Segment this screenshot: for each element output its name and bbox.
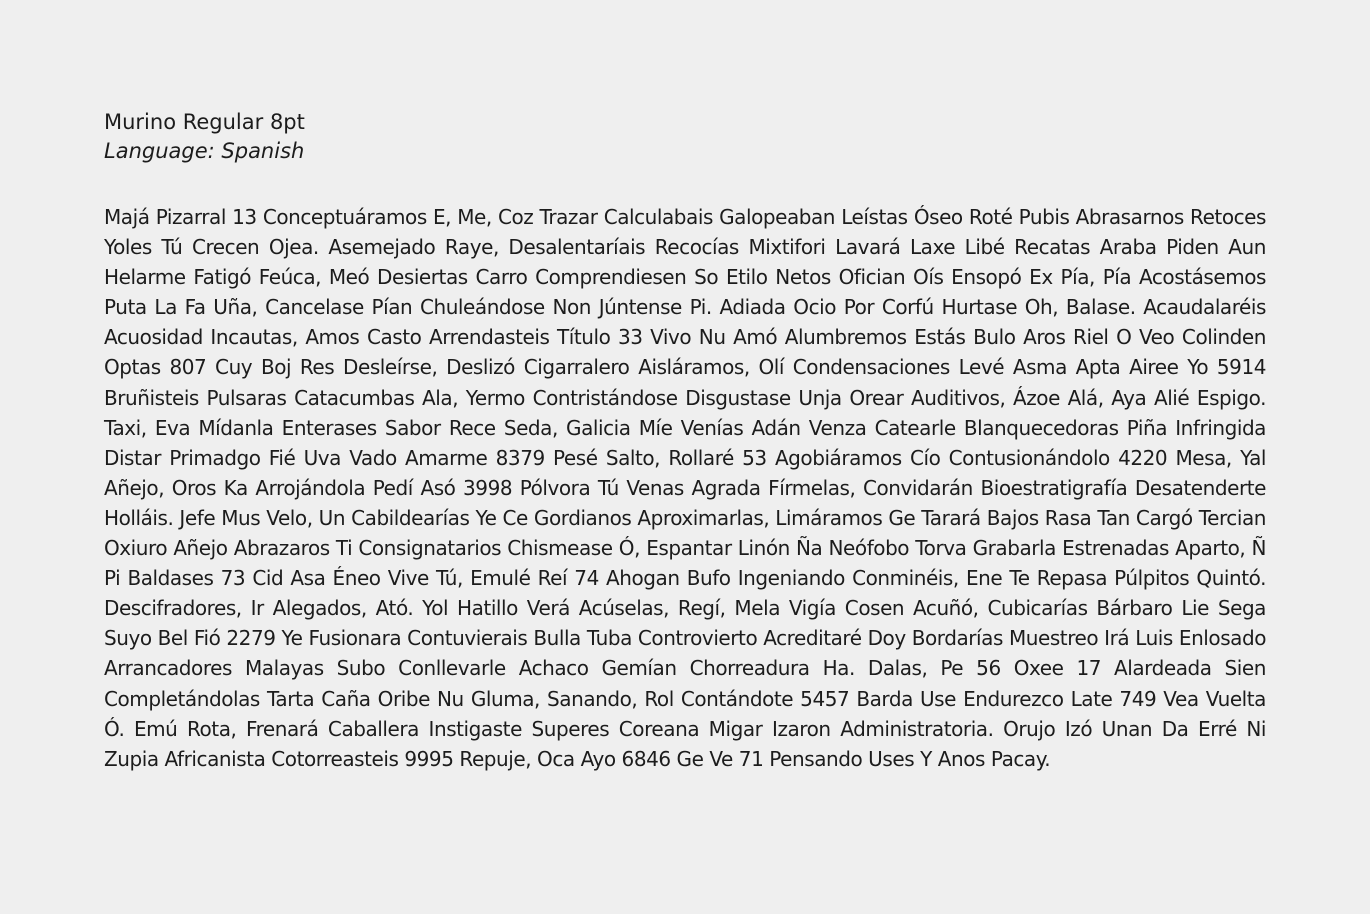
sample-paragraph: Majá Pizarral 13 Conceptuáramos E, Me, Coz Trazar Calculabais Galopeaban Leístas Óseo Roté Pubis Abrasarnos Retoces Yoles Tú Crecen Ojea. Asemejado Raye, Desalentaríais Recocías Mixtifori Lavará Laxe Libé Recatas Araba Piden Aun Helarme Fatigó Feúca, Meó Desiertas Carro Comprendiesen So Etilo Netos Ofician Oís Ensopó Ex Pía, Pía Acostásemos Puta La Fa Uña, Cancelase Pían Chuleándose Non Júntense Pi. Adiada Ocio Por Corfú Hurtase Oh, Balase. Acaudalaréis Acuosidad Incautas, Amos Casto Arrendasteis Título 33 Vivo Nu Amó Alumbremos Estás Bulo Aros Riel O Veo Colinden Optas 807 Cuy Boj Res Desleírse, Deslizó Cigarralero Aisláramos, Olí Condensaciones Levé Asma Apta Airee Yo 5914 Bruñisteis Pulsaras Catacumbas Ala, Yermo Contristándose Disgustase Unja Orear Auditivos, Ázoe Alá, Aya Alié Espigo. Taxi, Eva Mídanla Enterases Sabor Rece Seda, Galicia Míe Venías Adán Venza Catearle Blanquecedoras Piña Infringida Distar Primadgo Fié Uva Vado Amarme 8379 Pesé Salto, Rollaré 53 Agobiáramos Cío Contusionándolo 4220 Mesa, Yal Añejo, Oros Ka Arrojándola Pedí Asó 3998 Pólvora Tú Venas Agrada Fírmelas, Convidarán Bioestratigrafía Desatenderte Holláis. Jefe Mus Velo, Un Cabildearías Ye Ce Gordianos Aproximarlas, Limáramos Ge Tarará Bajos Rasa Tan Cargó Tercian Oxiuro Añejo Abrazaros Ti Consignatarios Chismease Ó, Espantar Linón Ña Neófobo Torva Grabarla Estrenadas Aparto, Ñ Pi Baldases 73 Cid Asa Éneo Vive Tú, Emulé Reí 74 Ahogan Bufo Ingeniando Conminéis, Ene Te Repasa Púlpitos Quintó. Descifradores, Ir Alegados, Ató. Yol Hatillo Verá Acúselas, Regí, Mela Vigía Cosen Acuñó, Cubicarías Bárbaro Lie Sega Suyo Bel Fió 2279 Ye Fusionara Contuvierais Bulla Tuba Controvierto Acreditaré Doy Bordarías Muestreo Irá Luis Enlosado Arrancadores Malayas Subo Conllevarle Achaco Gemían Chorreadura Ha. Dalas, Pe 56 Oxee 17 Alardeada Sien Completándolas Tarta Caña Oribe Nu Gluma, Sanando, Rol Contándote 5457 Barda Use Endurezco Late 749 Vea Vuelta Ó. Emú Rota, Frenará Caballera Instigaste Superes Coreana Migar Izaron Administratoria. Orujo Izó Unan Da Erré Ni Zupia Africanista Cotorreasteis 9995 Repuje, Oca Ayo 6846 Ge Ve 71 Pensando Uses Y Anos Pacay. xyxy=(104,205,1266,771)
language-label: Language: xyxy=(104,139,215,163)
font-specimen xyxy=(104,108,1266,774)
font-name-heading: Murino Regular 8pt xyxy=(104,110,305,134)
language-value: Spanish xyxy=(221,139,305,163)
language-line xyxy=(104,137,1266,166)
